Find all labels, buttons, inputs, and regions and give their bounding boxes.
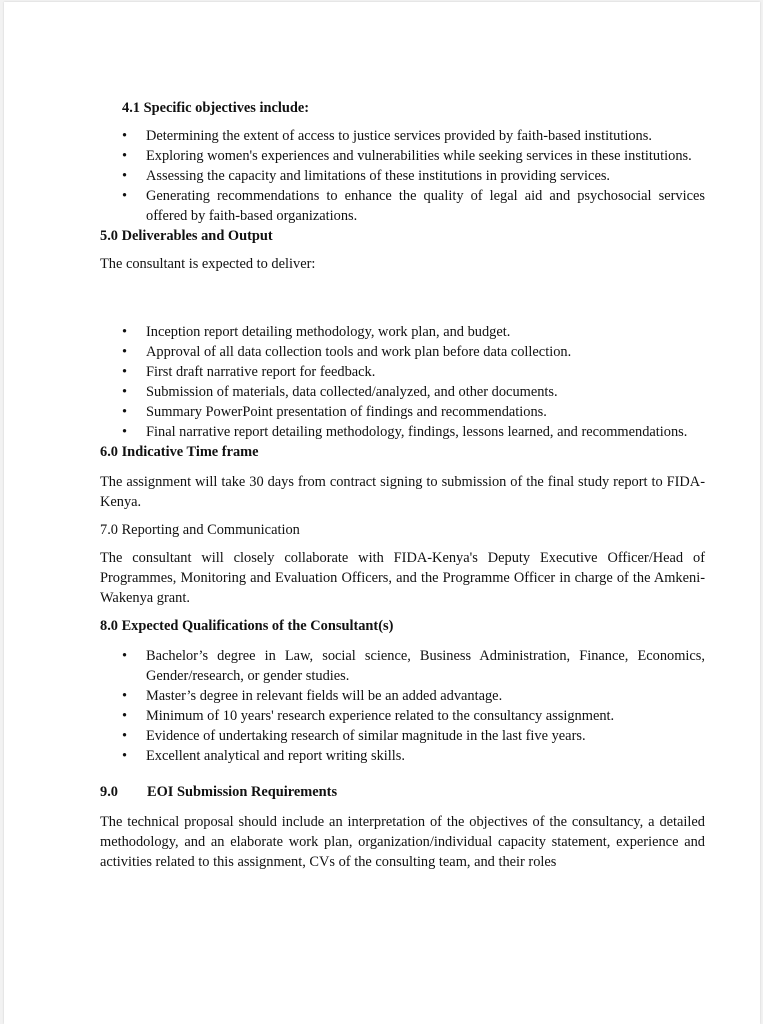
section-6-heading: 6.0 Indicative Time frame xyxy=(100,444,259,460)
list-item: • Exploring women's experiences and vulnerabilities while seeking services in these institutions. xyxy=(100,146,705,166)
timeframe-text: The assignment will take 30 days from contract signing to submission of the final study report to FIDA-Kenya. xyxy=(100,474,705,510)
list-item: • First draft narrative report for feedback. xyxy=(100,362,705,382)
list-item: • Approval of all data collection tools and work plan before data collection. xyxy=(100,342,705,362)
list-item: • Minimum of 10 years' research experience related to the consultancy assignment. xyxy=(100,706,705,726)
deliverables-list xyxy=(100,322,705,442)
list-item: • Final narrative report detailing methodology, findings, lessons learned, and recommendations. xyxy=(100,422,705,442)
specific-objectives-list xyxy=(100,126,705,226)
section-8-heading: 8.0 Expected Qualifications of the Consultant(s) xyxy=(100,618,394,634)
section-5-heading: 5.0 Deliverables and Output xyxy=(100,228,273,244)
eoi-requirements-text: The technical proposal should include an interpretation of the objectives of the consultancy, a detailed methodology, and an elaborate work plan, organization/individual capacity statement, experience and activities related to this assignment, CVs of the consulting team, and their roles xyxy=(100,814,705,870)
qualifications-list xyxy=(100,646,705,766)
section-9-heading xyxy=(100,782,705,802)
list-item: • Inception report detailing methodology, work plan, and budget. xyxy=(100,322,705,342)
list-item: • Determining the extent of access to justice services provided by faith-based institutions. xyxy=(100,126,705,146)
reporting-text: The consultant will closely collaborate with FIDA-Kenya's Deputy Executive Officer/Head of Programmes, Monitoring and Evaluation Officers, and the Programme Officer in charge of the Amkeni-Wakenya grant. xyxy=(100,550,705,606)
list-item: • Assessing the capacity and limitations of these institutions in providing services. xyxy=(100,166,705,186)
list-item: • Excellent analytical and report writing skills. xyxy=(100,746,705,766)
list-item: • Generating recommendations to enhance the quality of legal aid and psychosocial services offered by faith-based organizations. xyxy=(100,186,705,226)
section-4-1-heading: 4.1 Specific objectives include: xyxy=(122,100,310,116)
section-7-heading: 7.0 Reporting and Communication xyxy=(100,522,300,538)
list-item: • Summary PowerPoint presentation of findings and recommendations. xyxy=(100,402,705,422)
deliverables-intro: The consultant is expected to deliver: xyxy=(100,256,316,272)
list-item: • Master’s degree in relevant fields will be an added advantage. xyxy=(100,686,705,706)
list-item: • Submission of materials, data collected/analyzed, and other documents. xyxy=(100,382,705,402)
list-item: • Bachelor’s degree in Law, social science, Business Administration, Finance, Economics, Gender/research, or gender studies. xyxy=(100,646,705,686)
document-page xyxy=(4,2,760,1024)
section-9-number: 9.0 xyxy=(100,784,118,800)
list-item: • Evidence of undertaking research of similar magnitude in the last five years. xyxy=(100,726,705,746)
document-body xyxy=(100,98,705,872)
section-9-title: EOI Submission Requirements xyxy=(147,784,338,800)
